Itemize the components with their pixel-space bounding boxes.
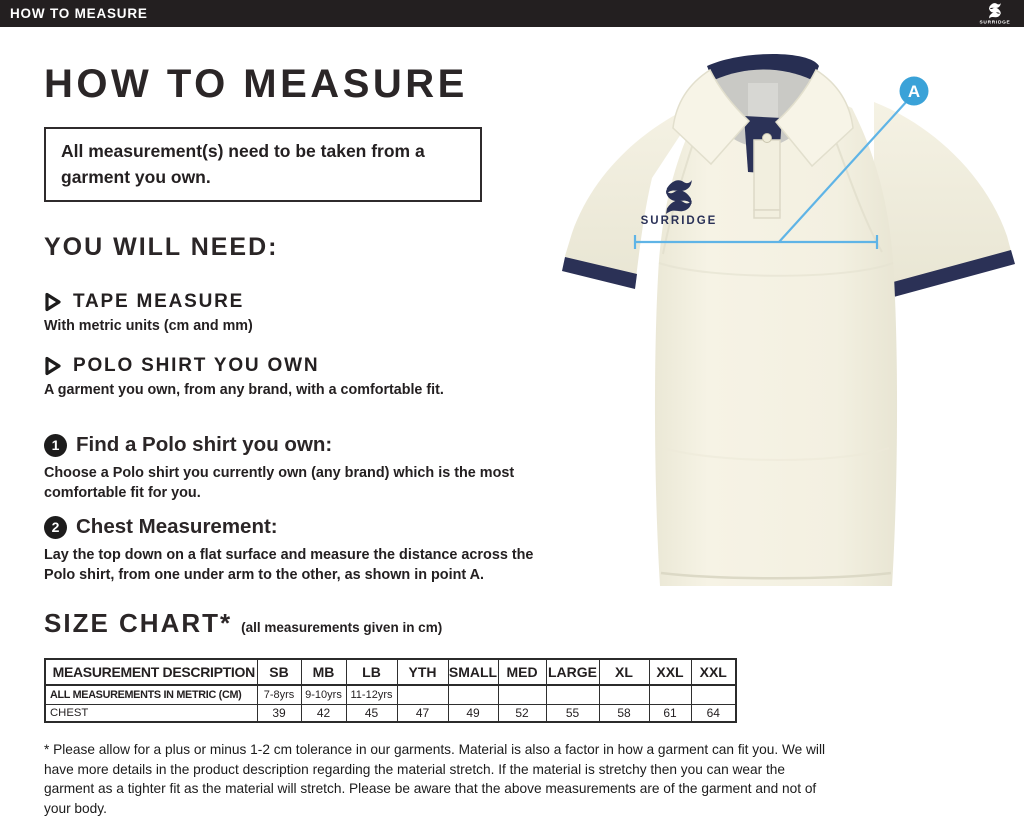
step-desc: Lay the top down on a flat surface and measure the distance across the Polo shirt, from one under arm to the other, as shown in point A. — [44, 547, 534, 583]
table-cell — [691, 685, 736, 704]
col-header: MB — [301, 659, 346, 685]
table-cell — [448, 685, 498, 704]
footnote: * Please allow for a plus or minus 1-2 cm tolerance in our garments. Material is also a factor in how a garment can fit you. We will have more details in the product description regarding the material stretch. If the material is stretchy then you can wear the garment as a tighter fit as the material will stretch. Please be aware that the above measurements are of the garment and not of your body. — [44, 742, 826, 816]
need-item-desc: A garment you own, from any brand, with a comfortable fit. — [44, 382, 444, 398]
topbar-brand-text: SURRIDGE — [979, 20, 1011, 25]
table-cell: 64 — [691, 704, 736, 722]
col-header: MED — [498, 659, 546, 685]
polo-shirt-illustration — [560, 28, 1024, 600]
col-header: XXL — [691, 659, 736, 685]
step-2 — [44, 515, 566, 585]
need-item-desc: With metric units (cm and mm) — [44, 318, 253, 334]
col-header: LB — [346, 659, 397, 685]
table-cell — [649, 685, 691, 704]
step-number-badge: 2 — [44, 516, 67, 539]
need-item-tape-measure — [44, 290, 564, 334]
col-header: YTH — [397, 659, 448, 685]
need-item-polo-shirt — [44, 354, 564, 398]
table-cell — [397, 685, 448, 704]
size-chart-subtitle: (all measurements given in cm) — [241, 620, 443, 635]
table-cell: 52 — [498, 704, 546, 722]
table-cell: 45 — [346, 704, 397, 722]
triangle-bullet-icon — [44, 292, 62, 312]
shirt-button — [763, 134, 772, 143]
row-label: CHEST — [45, 704, 257, 722]
table-row-metric — [45, 685, 736, 704]
col-header: XXL — [649, 659, 691, 685]
size-chart-heading-row — [44, 608, 442, 639]
table-cell: 39 — [257, 704, 301, 722]
table-cell: 61 — [649, 704, 691, 722]
point-a-label: A — [907, 82, 921, 101]
col-header: XL — [599, 659, 649, 685]
need-item-title: TAPE MEASURE — [73, 291, 245, 312]
table-cell: 55 — [546, 704, 599, 722]
top-bar — [0, 0, 1024, 27]
col-header: SMALL — [448, 659, 498, 685]
step-title: Find a Polo shirt you own: — [76, 433, 333, 456]
table-cell: 49 — [448, 704, 498, 722]
table-row-chest — [45, 704, 736, 722]
triangle-bullet-icon — [44, 356, 62, 376]
col-header: LARGE — [546, 659, 599, 685]
page-title: HOW TO MEASURE — [44, 62, 468, 106]
step-title: Chest Measurement: — [76, 515, 278, 538]
table-cell — [546, 685, 599, 704]
table-cell: 7-8yrs — [257, 685, 301, 704]
notice-box: All measurement(s) need to be taken from a garment you own. — [44, 127, 482, 202]
col-header: MEASUREMENT DESCRIPTION — [45, 659, 257, 685]
size-chart-title: SIZE CHART* — [44, 608, 233, 638]
row-label: ALL MEASUREMENTS IN METRIC (CM) — [45, 685, 257, 704]
shirt-brand-text: SURRIDGE — [640, 215, 718, 227]
table-header-row — [45, 659, 736, 685]
col-header: SB — [257, 659, 301, 685]
you-will-need-heading: YOU WILL NEED: — [44, 233, 279, 261]
table-cell — [599, 685, 649, 704]
surridge-logo-icon — [976, 2, 1014, 30]
step-1 — [44, 433, 566, 503]
table-cell: 42 — [301, 704, 346, 722]
table-cell: 58 — [599, 704, 649, 722]
topbar-title: HOW TO MEASURE — [10, 6, 148, 21]
table-cell: 47 — [397, 704, 448, 722]
table-cell: 9-10yrs — [301, 685, 346, 704]
point-a-marker — [900, 77, 929, 106]
step-desc: Choose a Polo shirt you currently own (any brand) which is the most comfortable fit for you. — [44, 465, 515, 501]
size-chart-table — [44, 658, 737, 723]
table-cell: 11-12yrs — [346, 685, 397, 704]
need-item-title: POLO SHIRT YOU OWN — [73, 355, 320, 376]
step-number-badge: 1 — [44, 434, 67, 457]
table-cell — [498, 685, 546, 704]
